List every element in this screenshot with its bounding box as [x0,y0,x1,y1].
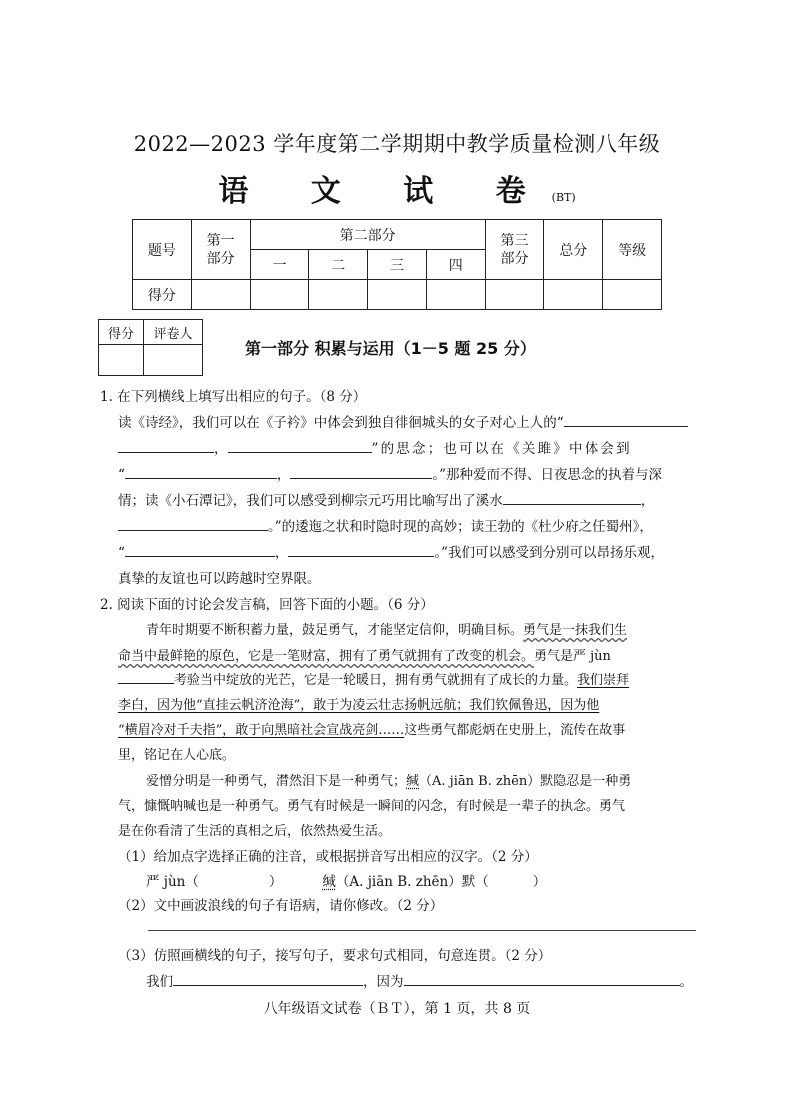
q1-text: 。”我们可以感受到分别可以昂扬乐观， [434,545,665,561]
dotted-char: 缄 [406,774,420,789]
passage-text: 这些勇气都彪炳在史册上，流传在故事 [404,723,626,738]
grader-score-label: 得分 [99,320,144,345]
score-cell[interactable] [368,280,427,310]
passage-text: 青年时期要不断积蓄力量，鼓足勇气，才能坚定信仰，明确目标。 [146,623,524,638]
q2-sub2: （2）文中画波浪线的句子有语病，请你修改。（2 分） [118,898,444,914]
part2-sub-4: 四 [426,250,485,280]
answer-blank[interactable] [564,412,688,427]
q2-text: 严 jùn（ [146,874,199,890]
q1-line3 [118,463,662,483]
q1-line7: 真挚的友谊也可以跨越时空界限。 [118,571,321,587]
answer-blank[interactable] [118,669,174,684]
part2-sub-1: 一 [250,250,309,280]
section1-heading: 第一部分 积累与运用（1－5 题 25 分） [245,339,536,358]
q2-para1-line3 [118,669,629,688]
q1-text: 。”那种爱而不得、日夜思念的执着与深 [432,467,663,483]
q2-para1-line4 [118,694,599,713]
q2-text: ） [532,874,547,890]
passage-text: 考验当中绽放的光芒，它是一轮暖日，拥有勇气就拥有了成长的力量。 [174,673,578,688]
answer-blank[interactable] [290,464,432,479]
q2-para2-line1 [146,770,631,789]
q1-line5 [118,515,653,535]
answer-blank[interactable] [118,438,214,453]
score-cell[interactable] [250,280,309,310]
q1-line1 [118,411,688,431]
subject-name: 语 文 试 卷 [218,174,552,209]
subject-title [0,166,794,210]
q2-sub3: （3）仿照画横线的句子，接写句子，要求句式相同，句意连贯。（2 分） [118,948,552,964]
page-footer: 八年级语文试卷（ＢＴ），第 1 页，共 8 页 [263,1001,531,1017]
q2-para1-line2 [118,645,611,664]
q1-text: 。”的逶迤之状和时隐时现的高妙；读王勃的《杜少府之任蜀州》， [268,519,653,535]
answer-blank[interactable] [173,971,363,986]
q1-line6 [118,541,664,561]
wavy-sentence: 勇气是一抹我们生 [523,623,628,638]
q2-para1-line5 [118,719,625,738]
q1-text: ， [274,545,289,561]
dotted-char: 缄 [322,874,336,890]
q1-text: ”的思念；也可以在《关雎》中体会到 [371,441,632,457]
score-cell[interactable] [544,280,603,310]
q1-text: “ [118,467,125,483]
underlined-sentence: 我们崇拜 [577,673,630,688]
header-part3: 第三部分 [485,220,544,280]
q2-text: ，因为 [363,974,404,990]
score-cell[interactable] [603,280,662,310]
answer-blank[interactable] [288,542,434,557]
underlined-sentence: 李白，因为他“直挂云帆济沧海”，敢于为凌云壮志扬帆远航；我们钦佩鲁迅，因为他 [118,698,600,713]
subject-tag: (BT) [551,191,576,204]
q1-text: 情；读《小石潭记》，我们可以感受到柳宗元巧用比喻写出了溪水 [118,493,503,509]
answer-blank[interactable] [503,490,641,505]
answer-blank[interactable] [404,971,680,986]
q1-stem: 1. 在下列横线上填写出相应的句子。（8 分） [100,389,367,405]
header-grade: 等级 [603,220,662,280]
q2-para2-line3: 是在你看清了生活的真相之后，依然热爱生活。 [118,824,392,839]
underlined-sentence: “横眉冷对千夫指”，敢于向黑暗社会宣战亮剑…… [118,723,405,738]
header-part1: 第一部分 [191,220,250,280]
score-cell[interactable] [426,280,485,310]
q2-sub1-answers [146,870,546,890]
passage-text: （A. jiān B. zhēn）默隐忍是一种勇 [419,774,632,789]
grader-reviewer-label: 评卷人 [144,320,203,345]
header-tihao: 题号 [133,220,192,280]
wavy-sentence: 命当中最鲜艳的原色，它是一笔财富，拥有了勇气就拥有了改变的机会。 [118,649,535,664]
score-cell[interactable] [309,280,368,310]
q1-text: ， [640,493,655,509]
score-table [132,219,662,310]
q1-line2 [118,437,632,457]
q2-text: （A. jiān B. zhēn）默（ [335,874,489,890]
grader-score-cell[interactable] [99,345,144,376]
q2-para2-line2: 气，慷慨呐喊也是一种勇气。勇气有时候是一瞬间的闪念，有时候是一辈子的执念。勇气 [118,799,626,814]
q2-para1-line6: 里，铭记在人心底。 [118,748,236,763]
part2-sub-2: 二 [309,250,368,280]
q2-text: 我们 [146,974,173,990]
answer-blank[interactable] [118,516,268,531]
q2-sub1: （1）给加点字选择正确的注音，或根据拼音写出相应的汉字。（2 分） [118,849,538,865]
q2-stem: 2. 阅读下面的讨论会发言稿，回答下面的小题。（6 分） [100,597,434,613]
q1-text: 读《诗经》，我们可以在《子衿》中体会到独自徘徊城头的女子对心上人的“ [118,415,564,431]
header-total: 总分 [544,220,603,280]
score-cell[interactable] [485,280,544,310]
q1-line4 [118,489,654,509]
grader-box [98,319,203,376]
answer-line[interactable] [148,930,696,931]
answer-blank[interactable] [228,438,372,453]
row-score-label: 得分 [133,280,192,310]
exam-title: 2022—2023 学年度第二学期期中教学质量检测八年级 [133,132,661,156]
header-part2: 第二部分 [250,220,485,250]
answer-blank[interactable] [125,464,277,479]
passage-text: 勇气是严 jùn [534,649,611,664]
passage-text: 爱憎分明是一种勇气，潸然泪下是一种勇气； [146,774,407,789]
q2-para1-line1 [146,619,627,638]
answer-blank[interactable] [125,542,275,557]
score-cell[interactable] [191,280,250,310]
grader-reviewer-cell[interactable] [144,345,203,376]
q2-text: ） [268,874,283,890]
part2-sub-3: 三 [368,250,427,280]
q2-text: 。 [679,974,693,990]
q2-sub3-answer [146,970,693,990]
q1-text: ， [276,467,291,483]
q1-text: “ [118,545,125,561]
q1-text: ， [214,441,228,457]
